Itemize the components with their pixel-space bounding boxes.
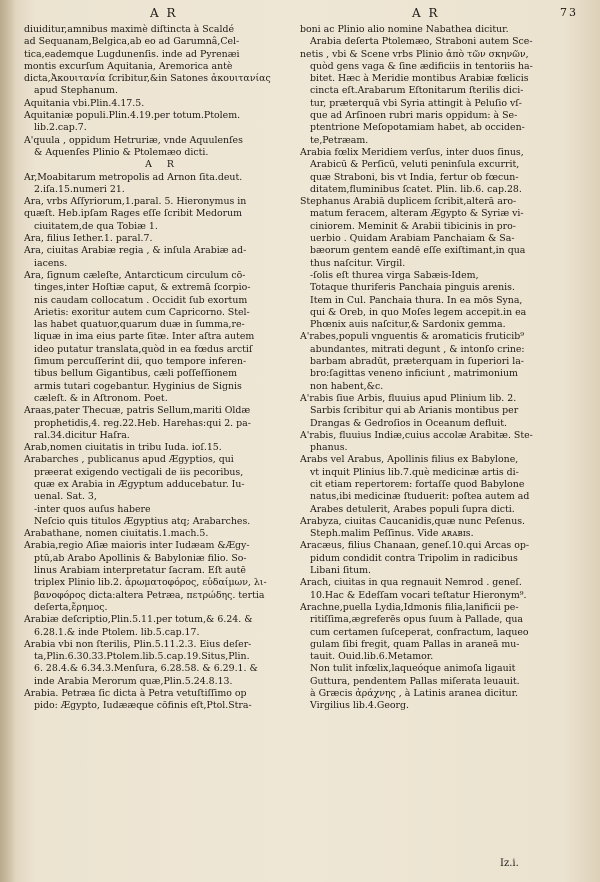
text-line: A'rabis ſiue Arbis, fluuius apud Plinium lib. 2. bbox=[300, 392, 517, 404]
text-line: Ara, filius Iether.1. paral.7. bbox=[24, 233, 153, 245]
text-line: Arabia,regio Aſiæ maioris inter Iudæam &Ægy- bbox=[24, 540, 250, 552]
text-line: natus,ibi medicinæ ſtuduerit: poſtea autem ad bbox=[310, 491, 530, 503]
text-line: ritiſſima,ægreferēs opus ſuum à Pallade, qua bbox=[310, 614, 523, 626]
text-line: Arabathane, nomen ciuitatis.1.mach.5. bbox=[24, 528, 209, 540]
text-line: uenal. Sat. 3, bbox=[34, 491, 97, 503]
right-column bbox=[300, 24, 578, 713]
text-line: Guttura, pendentem Pallas miſerata leuauit. bbox=[310, 675, 520, 687]
text-line: βανοφόρος dicta:altera Petræa, πετρώδης. tertia bbox=[34, 589, 265, 601]
text-line: uerbio . Quidam Arabiam Panchaiam & Sa- bbox=[310, 233, 515, 245]
text-line: ptū,ab Arabo Apollinis & Babyloniæ filio. So- bbox=[34, 552, 247, 564]
text-line: cit etiam repertorem: fortaſſe quod Babylone bbox=[310, 478, 525, 490]
text-line: ideo putatur translata,quòd in ea fœdus arctiſ bbox=[34, 343, 253, 355]
text-line: Drangas & Gedroſios in Oceanum defluit. bbox=[310, 417, 508, 429]
text-line: pido: Ægypto, Iudææque cōfinis eſt,Ptol.Stra- bbox=[34, 700, 252, 712]
text-line: Libani ſitum. bbox=[310, 565, 371, 577]
text-line: Arachne,puella Lydia,Idmonis filia,lanificii pe- bbox=[300, 601, 519, 613]
text-line: -ſolis eſt thurea virga Sabæis-Idem, bbox=[310, 269, 479, 281]
text-line: bro:ſagittas veneno inficiunt , matrimonium bbox=[310, 368, 518, 380]
text-line: Aquitania vbi.Plin.4.17.5. bbox=[24, 97, 145, 109]
text-line: las habet quatuor,quarum duæ in ſumma,re- bbox=[34, 319, 245, 331]
text-line: triplex Plinio lib.2. ἀρωματοφόρος, εὐδαίμων, λι- bbox=[34, 577, 267, 589]
running-header bbox=[0, 6, 600, 24]
text-line: prophetidis,4. reg.22.Heb. Harehas:qui 2. pa- bbox=[34, 417, 251, 429]
text-line: Ara, ſignum cæleſte, Antarcticum circulum cō- bbox=[24, 269, 246, 281]
text-line: A'rabes,populi vnguentis & aromaticis fruticib⁹ bbox=[300, 331, 525, 343]
text-line: Aquitaniæ populi.Plin.4.19.per totum.Ptolem. bbox=[24, 110, 241, 122]
text-line: ciuitatem,de qua Tobiæ 1. bbox=[34, 220, 158, 232]
text-line: tur, præterquā vbi Syria attingit à Peluſio vſ- bbox=[310, 97, 522, 109]
text-line: A R bbox=[145, 159, 180, 171]
text-line: A'rabis, fluuius Indiæ,cuius accolæ Arabitæ. Ste- bbox=[300, 429, 533, 441]
text-line: Non tulit infœlix,laqueóque animoſa ligauit bbox=[310, 663, 516, 675]
text-line: iacens. bbox=[34, 257, 68, 269]
text-line: Arabes detulerit, Arabes populi ſupra dicti. bbox=[310, 503, 515, 515]
text-line: bæorum gentem eandē eſſe exiſtimant,in qua bbox=[310, 245, 526, 257]
text-line: præerat exigendo vectigali de iis pecoribus, bbox=[34, 466, 244, 478]
text-line: thus naſcitur. Virgil. bbox=[310, 257, 406, 269]
text-line: ta,Plin.6.30.33.Ptolem.lib.5.cap.19.Situs,Plin. bbox=[34, 651, 250, 663]
text-line: Arietis: exoritur autem cum Capricorno. Stel- bbox=[34, 306, 250, 318]
text-line: cincta eſt.Arabarum Eſtonitarum ſterilis dici- bbox=[310, 85, 524, 97]
text-line: 10.Hac & Edeſſam vocari teſtatur Hieronym⁹. bbox=[310, 589, 527, 601]
page-number: 73 bbox=[560, 6, 578, 19]
text-line: Totaque thuriferis Panchaia pinguis arenis. bbox=[310, 282, 515, 294]
text-line: Arabyza, ciuitas Caucanidis,quæ nunc Peſenus. bbox=[300, 515, 526, 527]
text-line: liquæ in ima eius parte ſitæ. Inter aſtra autem bbox=[34, 331, 255, 343]
text-line: nis caudam collocatum . Occidit ſub exortum bbox=[34, 294, 248, 306]
text-line: Steph.malim Peſſinus. Vide ᴀʀᴀʙɪs. bbox=[310, 528, 474, 540]
header-left-letters: A R bbox=[150, 6, 178, 20]
text-line: barbam abradūt, præterquam in ſuperiori la- bbox=[310, 356, 524, 368]
text-line: Arabicū & Perſicū, veluti peninſula excurrit, bbox=[310, 159, 520, 171]
text-line: quòd gens vaga & ſine ædificiis in tentoriis ha- bbox=[310, 60, 533, 72]
text-line: Sarbis ſcribitur qui ab Arianis montibus per bbox=[310, 405, 519, 417]
text-line: 6.28.1.& inde Ptolem. lib.5.cap.17. bbox=[34, 626, 200, 638]
text-line: inde Arabia Merorum quæ,Plin.5.24.8.13. bbox=[34, 675, 233, 687]
text-line: Stephanus Arabiā duplicem ſcribit,alterā aro- bbox=[300, 196, 517, 208]
header-right-letters: A R bbox=[412, 6, 440, 20]
text-line: Arabia fœlix Meridiem verſus, inter duos ſinus, bbox=[300, 146, 524, 158]
text-line: Ara, ciuitas Arabiæ regia , & inſula Arabiæ ad- bbox=[24, 245, 247, 257]
text-line: phanus. bbox=[310, 442, 348, 454]
text-line: Ara, vrbs Aſſyriorum,1.paral. 5. Hieronymus in bbox=[24, 196, 247, 208]
text-line: -inter quos auſus habere bbox=[34, 503, 151, 515]
text-line: tauit. Ouid.lib.6.Metamor. bbox=[310, 651, 434, 663]
left-column bbox=[24, 24, 301, 713]
text-line: Araas,pater Thecuæ, patris Sellum,mariti Oldæ bbox=[24, 405, 251, 417]
text-line: te,Petræam. bbox=[310, 134, 369, 146]
text-line: quæ Straboni, bis vt India, fertur ob fœcun- bbox=[310, 171, 519, 183]
text-line: ral.34.dicitur Haſra. bbox=[34, 429, 130, 441]
text-line: Arabiæ deſcriptio,Plin.5.11.per totum,& 6.24. & bbox=[24, 614, 253, 626]
text-line: & Aquenſes Plinio & Ptolemæo dicti. bbox=[34, 146, 209, 158]
text-line: cum certamen ſuſceperat, confractum, laqueo bbox=[310, 626, 529, 638]
text-line: Item in Cul. Panchaia thura. In ea mōs Syna, bbox=[310, 294, 523, 306]
text-line: à Græcis ἀράχνης , à Latinis aranea dicitur. bbox=[310, 688, 519, 700]
text-line: Arabarches , publicanus apud Ægyptios, qui bbox=[24, 454, 234, 466]
text-line: gulam ſibi fregit, quam Pallas in araneā mu- bbox=[310, 638, 520, 650]
text-line: Ar,Moabitarum metropolis ad Arnon ſita.deut. bbox=[24, 171, 243, 183]
text-line: Virgilius lib.4.Georg. bbox=[310, 700, 409, 712]
text-line: Phœnix auis naſcitur,& Sardonix gemma. bbox=[310, 319, 506, 331]
text-line: tibus bellum Gigantibus, cæli poſſeſſionem bbox=[34, 368, 237, 380]
text-line: Arabs vel Arabus, Apollinis filius ex Babylone, bbox=[300, 454, 519, 466]
text-line: diuiditur,amnibus maximè diſtincta à Scaldé bbox=[24, 24, 235, 35]
text-line: Aracæus, filius Chanaan, geneſ.10.qui Arcas op- bbox=[300, 540, 530, 552]
text-line: netis , vbi & Scene vrbs Plinio ἀπὸ τῶν σκηνῶν, bbox=[300, 48, 529, 60]
text-line: ditatem,fluminibus ſcatet. Plin. lib.6. cap.28. bbox=[310, 183, 522, 195]
text-line: montis excurſum Aquitania, Aremorica antè bbox=[24, 60, 233, 72]
text-line: Arach, ciuitas in qua regnauit Nemrod . geneſ. bbox=[300, 577, 522, 589]
text-line: matum feracem, alteram Ægypto & Syriæ vi- bbox=[310, 208, 524, 220]
text-line: bitet. Hæc à Meridie montibus Arabiæ fœlicis bbox=[310, 73, 529, 85]
text-line: Neſcio quis titulos Ægyptius atq; Arabarches. bbox=[34, 515, 251, 527]
text-line: ptentrione Meſopotamiam habet, ab occiden- bbox=[310, 122, 525, 134]
text-line: 2.iſa.15.numeri 21. bbox=[34, 183, 125, 195]
text-line: ſimum percuſſerint dii, quo tempore inferen- bbox=[34, 356, 247, 368]
text-line: qui & Oreb, in quo Moſes legem accepit.in ea bbox=[310, 306, 527, 318]
text-line: cæleſt. & in Aſtronom. Poet. bbox=[34, 392, 168, 404]
text-line: quæ ex Arabia in Ægyptum adducebatur. Iu- bbox=[34, 478, 245, 490]
text-line: linus Arabiam interpretatur ſacram. Eſt autē bbox=[34, 565, 246, 577]
text-line: boni ac Plinio alio nomine Nabathea dicitur. bbox=[300, 24, 509, 35]
text-line: apud Stephanum. bbox=[34, 85, 118, 97]
text-line: tinges,inter Hoſtiæ caput, & extremā ſcorpio- bbox=[34, 282, 251, 294]
signature-mark: Iz.i. bbox=[500, 858, 519, 869]
text-line: Arab,nomen ciuitatis in tribu Iuda. ioſ.15. bbox=[24, 442, 222, 454]
text-line: quæſt. Heb.ipſam Rages eſſe ſcribit Medorum bbox=[24, 208, 243, 220]
page-spine-shadow bbox=[0, 0, 16, 882]
text-line: non habent,&c. bbox=[310, 380, 384, 392]
text-line: pidum condidit contra Tripolim in radicibus bbox=[310, 552, 518, 564]
text-line: abundantes, mitrati degunt , & intonſo crine: bbox=[310, 343, 525, 355]
text-line: ad Sequanam,Belgica,ab eo ad Garumnâ,Cel- bbox=[24, 36, 240, 48]
text-line: armis tutari cogebantur. Hyginius de Signis bbox=[34, 380, 242, 392]
text-line: Arabia deſerta Ptolemæo, Straboni autem Sce- bbox=[310, 36, 533, 48]
text-line: tica,eademque Lugdunenſis. inde ad Pyrenæi bbox=[24, 48, 240, 60]
text-line: vt inquit Plinius lib.7.què medicinæ artis di- bbox=[310, 466, 519, 478]
text-line: que ad Arſinoen rubri maris oppidum: à Se- bbox=[310, 110, 518, 122]
text-line: deſerta,ἔρημος. bbox=[34, 601, 108, 613]
text-line: 6. 28.4.& 6.34.3.Menſura, 6.28.58. & 6.29.1. & bbox=[34, 663, 258, 675]
text-line: Arabia. Petræa ſic dicta à Petra vetuſtiſſimo op bbox=[24, 688, 247, 700]
text-line: Arabia vbi non ſterilis, Plin.5.11.2.3. Eius deſer- bbox=[24, 638, 252, 650]
text-line: dicta,Ἀκουιτανία ſcribitur,&in Satones ἀκουιτανίας bbox=[24, 73, 271, 85]
text-line: ciniorem. Meminit & Arabii tibicinis in pro- bbox=[310, 220, 516, 232]
text-line: lib.2.cap.7. bbox=[34, 122, 87, 134]
text-line: A'quula , oppidum Hetruriæ, vnde Aquulenſes bbox=[24, 134, 243, 146]
